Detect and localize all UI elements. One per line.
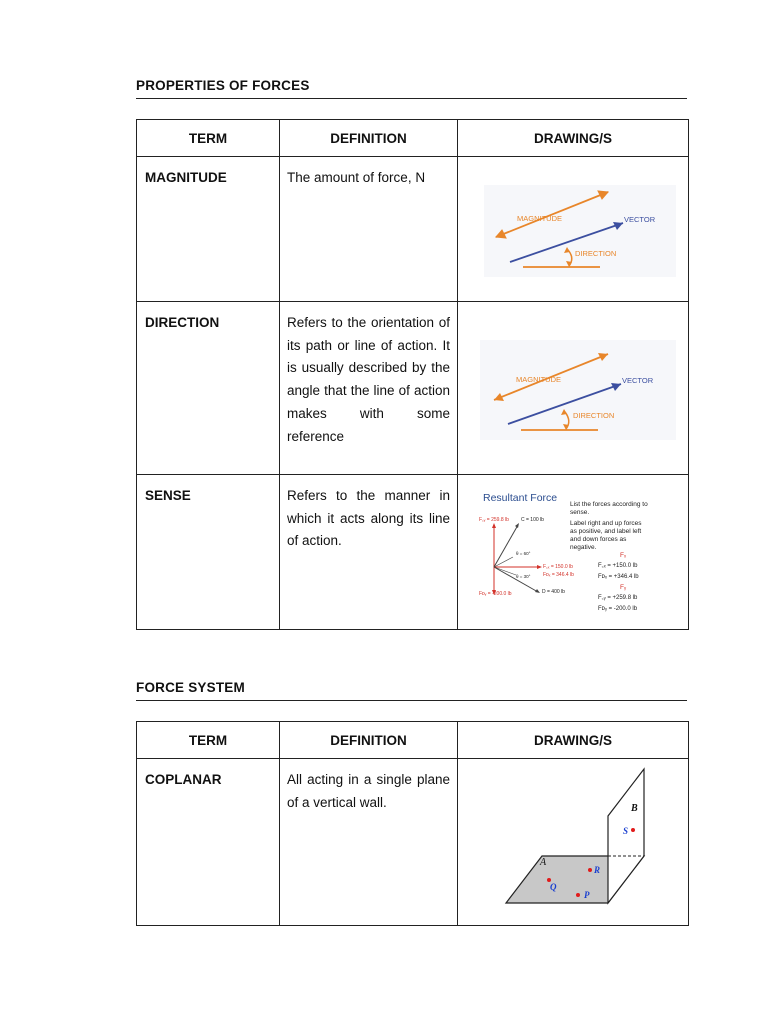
fy-header: Fᵧ (620, 584, 627, 591)
drawing-sense (458, 475, 689, 630)
header-term: TERM (137, 120, 280, 157)
d-arrow (494, 567, 538, 592)
point-label: R (594, 865, 601, 875)
diagram-label: F꜀ᵧ = 259.8 lb (479, 517, 509, 523)
point-label: B (631, 803, 638, 814)
section-rule (136, 98, 687, 99)
diagram-label: C = 100 lb (521, 517, 544, 523)
force-system-table (136, 721, 689, 926)
instruction-line: as positive, and label left (570, 528, 642, 535)
point-p (576, 893, 580, 897)
table-row (137, 475, 689, 630)
table-header-row (137, 120, 689, 157)
vector-label: VECTOR (624, 215, 656, 224)
fx-value: F꜀ₓ = +150.0 lb (598, 563, 638, 569)
definition-direction: Refers to the orientation of its path or line of action. It is usually described by the angle that the line of action makes with some reference (280, 302, 458, 475)
properties-table (136, 119, 689, 630)
table-row (137, 302, 689, 475)
table-header-row (137, 722, 689, 759)
table-row (137, 157, 689, 302)
diagram-label: θ = 30° (516, 574, 531, 579)
instruction-line: Label right and up forces (570, 520, 642, 527)
fy-value: F꜀ᵧ = +259.8 lb (598, 595, 638, 601)
term-direction: DIRECTION (137, 302, 280, 475)
instruction-line: negative. (570, 544, 597, 551)
point-r (588, 868, 592, 872)
instruction-line: List the forces according to (570, 501, 648, 508)
vector-diagram (458, 157, 687, 300)
direction-label: DIRECTION (573, 411, 615, 420)
definition-magnitude: The amount of force, N (280, 157, 458, 302)
diagram-label: F꜀ₓ = 150.0 lb (543, 564, 573, 570)
section-title-force-system: FORCE SYSTEM (136, 680, 245, 695)
term-sense: SENSE (137, 475, 280, 630)
term-coplanar: COPLANAR (137, 759, 280, 926)
vector-label: VECTOR (622, 376, 654, 385)
resultant-force-diagram (458, 475, 687, 628)
diagram-label: D = 400 lb (542, 589, 565, 595)
resultant-title: Resultant Force (483, 492, 558, 504)
diagram-label: Fᴅᵧ = -200.0 lb (479, 591, 512, 597)
direction-label: DIRECTION (575, 249, 617, 258)
point-label: Q (550, 882, 557, 892)
point-s (631, 828, 635, 832)
fy-value: Fᴅᵧ = -200.0 lb (598, 606, 638, 612)
point-label: A (540, 857, 547, 868)
point-label: P (584, 890, 590, 900)
coplanar-diagram (458, 759, 687, 924)
diagram-label: Fᴅₓ = 346.4 lb (543, 572, 574, 578)
point-label: S (623, 826, 629, 836)
table-row (137, 759, 689, 926)
diagram-label: θ = 60° (516, 551, 531, 556)
drawing-magnitude (458, 157, 689, 302)
fx-header: Fₓ (620, 552, 627, 559)
definition-coplanar: All acting in a single plane of a vertical wall. (280, 759, 458, 926)
instruction-line: sense. (570, 509, 590, 516)
header-definition: DEFINITION (280, 120, 458, 157)
vertical-plane (608, 769, 644, 903)
instruction-line: and down forces as (570, 536, 627, 543)
vector-diagram (458, 302, 687, 473)
header-drawings: DRAWING/S (458, 120, 689, 157)
header-term: TERM (137, 722, 280, 759)
magnitude-label: MAGNITUDE (516, 375, 561, 384)
term-magnitude: MAGNITUDE (137, 157, 280, 302)
header-definition: DEFINITION (280, 722, 458, 759)
drawing-coplanar (458, 759, 689, 926)
section-title-properties: PROPERTIES OF FORCES (136, 78, 310, 93)
drawing-direction (458, 302, 689, 475)
section-rule (136, 700, 687, 701)
magnitude-label: MAGNITUDE (517, 214, 562, 223)
header-drawings: DRAWING/S (458, 722, 689, 759)
definition-sense: Refers to the manner in which it acts along its line of action. (280, 475, 458, 630)
fx-value: Fᴅₓ = +346.4 lb (598, 574, 639, 580)
